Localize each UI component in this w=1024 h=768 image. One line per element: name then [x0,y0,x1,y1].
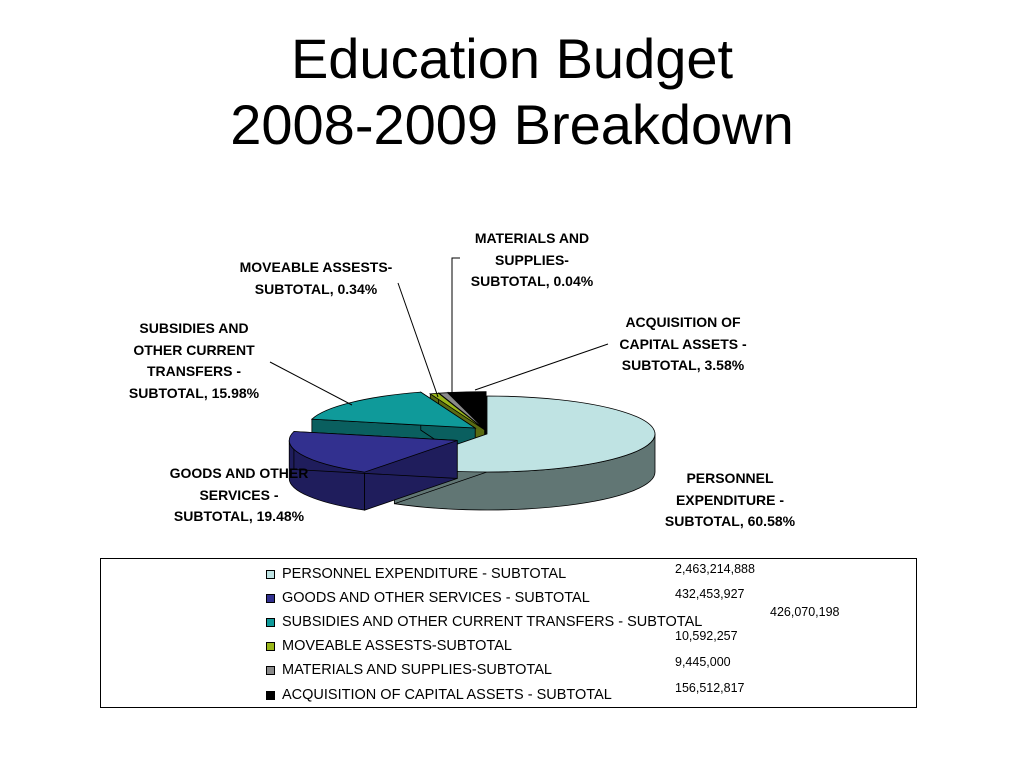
leader-line-subsidies [270,362,352,405]
slice-label-subsidies: SUBSIDIES AND OTHER CURRENT TRANSFERS - SUBTOTAL, 15.98% [128,320,260,401]
legend-swatch [266,618,275,627]
legend-label: SUBSIDIES AND OTHER CURRENT TRANSFERS - SUBTOTAL [282,614,703,630]
legend-value-capital-assets: 156,512,817 [675,681,745,695]
legend-label: ACQUISITION OF CAPITAL ASSETS - SUBTOTAL [282,687,612,703]
legend-swatch [266,642,275,651]
slice-label-materials-supplies: MATERIALS AND SUPPLIES- SUBTOTAL, 0.04% [470,230,594,289]
legend-value-subsidies: 426,070,198 [770,605,840,619]
legend-label: MOVEABLE ASSESTS-SUBTOTAL [282,638,512,654]
legend-value-personnel: 2,463,214,888 [675,562,755,576]
legend-swatch [266,691,275,700]
chart-legend [100,558,917,708]
legend-entry-materials-supplies [266,660,552,680]
legend-swatch [266,666,275,675]
legend-entry-capital-assets [266,685,612,705]
leader-line-capital-assets [475,344,608,390]
legend-value-moveable-assets: 10,592,257 [675,629,738,643]
legend-value-goods-services: 432,453,927 [675,587,745,601]
legend-entry-goods-services [266,588,590,608]
legend-entry-subsidies [266,612,702,632]
slice-label-capital-assets: ACQUISITION OF CAPITAL ASSETS - SUBTOTAL, 3.58% [619,314,747,373]
chart-title-line-1: Education Budget [290,27,734,90]
legend-swatch [266,570,275,579]
leader-line-moveable-assets [398,283,438,397]
legend-entry-moveable-assets [266,636,512,656]
legend-entry-personnel [266,564,566,584]
slice-label-moveable-assets: MOVEABLE ASSESTS- SUBTOTAL, 0.34% [239,259,393,297]
legend-value-materials-supplies: 9,445,000 [675,655,731,669]
legend-label: PERSONNEL EXPENDITURE - SUBTOTAL [282,566,567,582]
legend-label: GOODS AND OTHER SERVICES - SUBTOTAL [282,590,590,606]
chart-title-line-2: 2008-2009 Breakdown [230,93,794,156]
legend-swatch [266,594,275,603]
legend-label: MATERIALS AND SUPPLIES-SUBTOTAL [282,662,552,678]
slice-label-goods-services: GOODS AND OTHER SERVICES - SUBTOTAL, 19.48% [169,465,309,524]
slice-label-personnel: PERSONNEL EXPENDITURE - SUBTOTAL, 60.58% [664,470,796,529]
